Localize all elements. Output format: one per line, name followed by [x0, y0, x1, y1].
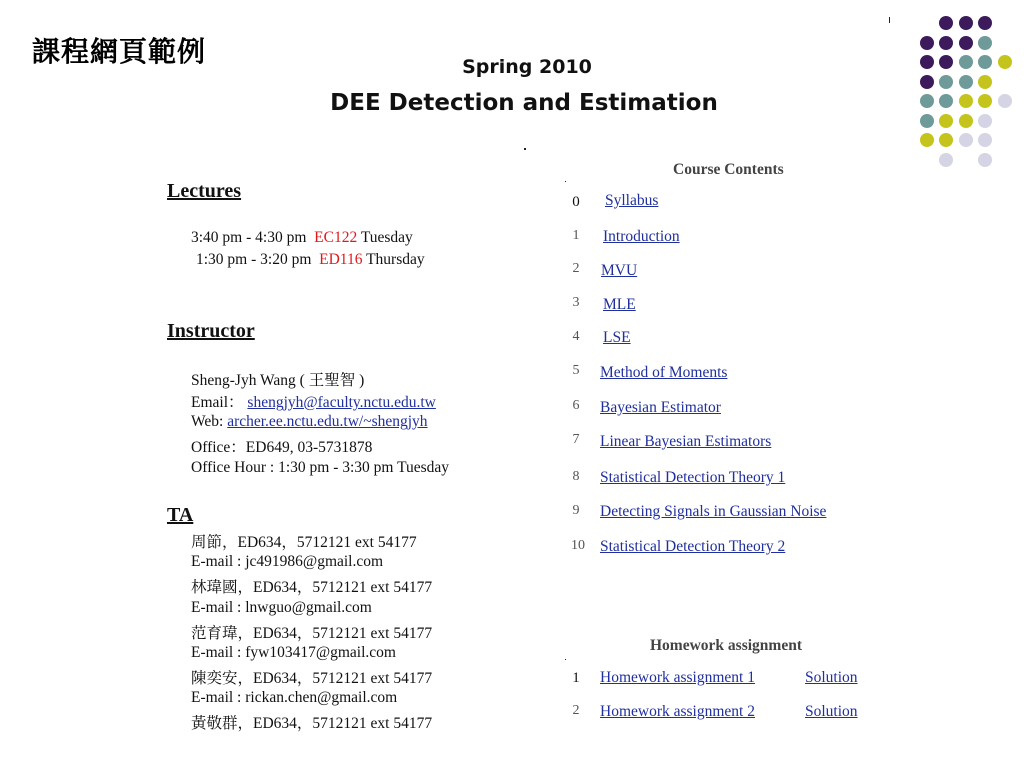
course-title: DEE Detection and Estimation — [330, 90, 718, 116]
solution-link-2[interactable]: Solution — [805, 703, 858, 720]
content-number: 3 — [572, 295, 580, 310]
content-number: 0 — [572, 194, 580, 210]
lecture-time: 1:30 pm - 3:20 pm — [196, 251, 312, 268]
content-link-mvu[interactable]: MVU — [601, 262, 638, 279]
content-number: 10 — [571, 538, 585, 553]
content-number: 5 — [572, 363, 580, 378]
semester-label: Spring 2010 — [462, 56, 592, 78]
slide-title: 課程網頁範例 — [32, 35, 207, 68]
lecture-row — [196, 251, 425, 269]
decor-dot — [939, 55, 953, 69]
decor-dot — [978, 114, 992, 128]
homework-number: 2 — [572, 703, 580, 718]
content-link-method-of-moments[interactable]: Method of Moments — [600, 364, 728, 381]
decor-dot — [920, 94, 934, 108]
instructor-office-hour: Office Hour : 1:30 pm - 3:30 pm Tuesday — [191, 459, 450, 476]
decor-dot — [978, 133, 992, 147]
ta-line: E-mail : lnwguo@gmail.com — [191, 599, 372, 616]
decor-dot-contents — [565, 181, 566, 182]
content-number: 2 — [572, 261, 580, 276]
decor-dot — [939, 94, 953, 108]
content-link-lse[interactable]: LSE — [603, 329, 631, 346]
ta-line: 陳奕安，ED634，5712121 ext 54177 — [191, 670, 433, 687]
instructor-heading: Instructor — [167, 320, 255, 342]
instructor-web-row — [191, 413, 428, 431]
decor-dot — [920, 36, 934, 50]
content-link-detecting-signals[interactable]: Detecting Signals in Gaussian Noise — [600, 503, 827, 520]
ta-line: 黃敬群，ED634，5712121 ext 54177 — [191, 715, 433, 732]
decor-dot — [939, 133, 953, 147]
decor-dot — [998, 94, 1012, 108]
decor-dot — [939, 75, 953, 89]
decor-dot — [978, 36, 992, 50]
decor-tick-top — [889, 17, 890, 23]
content-link-statistical-detection-theory-2[interactable]: Statistical Detection Theory 2 — [600, 538, 786, 555]
content-number: 9 — [572, 503, 580, 518]
content-link-introduction[interactable]: Introduction — [603, 228, 680, 245]
homework-link-1[interactable]: Homework assignment 1 — [600, 669, 755, 686]
decor-dot — [959, 36, 973, 50]
decor-dot — [959, 55, 973, 69]
decor-dot — [939, 114, 953, 128]
email-label: Email： — [191, 394, 244, 411]
ta-line: 范育瑋，ED634，5712121 ext 54177 — [191, 625, 433, 642]
decor-dot — [978, 16, 992, 30]
lecture-time: 3:40 pm - 4:30 pm — [191, 229, 307, 246]
web-label: Web: — [191, 413, 224, 430]
content-number: 4 — [572, 329, 580, 344]
content-number: 8 — [572, 469, 580, 484]
decor-dot — [959, 16, 973, 30]
ta-heading: TA — [167, 504, 194, 526]
decor-dot-center — [524, 148, 526, 150]
lecture-room: EC122 — [314, 229, 358, 246]
decor-dot — [920, 75, 934, 89]
lecture-row — [191, 229, 413, 247]
decor-dot — [998, 55, 1012, 69]
lecture-room: ED116 — [319, 251, 363, 268]
content-link-linear-bayesian-estimators[interactable]: Linear Bayesian Estimators — [600, 433, 772, 450]
decor-dot — [939, 153, 953, 167]
decor-dot-homework — [565, 659, 566, 660]
content-link-mle[interactable]: MLE — [603, 296, 636, 313]
instructor-email-link[interactable]: shengjyh@faculty.nctu.edu.tw — [247, 394, 436, 411]
content-link-statistical-detection-theory-1[interactable]: Statistical Detection Theory 1 — [600, 469, 786, 486]
decor-dot — [920, 114, 934, 128]
decor-dot — [959, 114, 973, 128]
solution-link-1[interactable]: Solution — [805, 669, 858, 686]
content-number: 6 — [572, 398, 580, 413]
decor-dot — [939, 16, 953, 30]
homework-heading: Homework assignment — [650, 637, 802, 654]
decor-dot — [978, 94, 992, 108]
instructor-email-row — [191, 390, 436, 412]
ta-line: 林瑋國，ED634，5712121 ext 54177 — [191, 579, 433, 596]
ta-line: 周節，ED634，5712121 ext 54177 — [191, 534, 417, 551]
decor-dot — [959, 75, 973, 89]
course-contents-heading: Course Contents — [673, 161, 784, 178]
ta-line: E-mail : rickan.chen@gmail.com — [191, 689, 398, 706]
lecture-day: Tuesday — [360, 229, 413, 246]
content-link-syllabus[interactable]: Syllabus — [605, 192, 659, 209]
lectures-heading: Lectures — [167, 180, 242, 202]
decor-dot — [978, 55, 992, 69]
decor-dot — [959, 94, 973, 108]
decor-dot — [978, 153, 992, 167]
decor-dot — [978, 75, 992, 89]
decor-dot — [920, 133, 934, 147]
content-number: 1 — [572, 228, 580, 243]
ta-line: E-mail : fyw103417@gmail.com — [191, 644, 396, 661]
homework-number: 1 — [572, 670, 580, 686]
decor-dot — [920, 55, 934, 69]
content-link-bayesian-estimator[interactable]: Bayesian Estimator — [600, 399, 721, 416]
homework-link-2[interactable]: Homework assignment 2 — [600, 703, 755, 720]
decor-dot — [939, 36, 953, 50]
instructor-name: Sheng-Jyh Wang ( 王聖智 ) — [191, 372, 365, 389]
instructor-office: Office：ED649, 03-5731878 — [191, 439, 373, 456]
instructor-web-link[interactable]: archer.ee.nctu.edu.tw/~shengjyh — [227, 413, 428, 430]
lecture-day: Thursday — [366, 251, 425, 268]
decor-dot — [959, 133, 973, 147]
content-number: 7 — [572, 432, 580, 447]
ta-line: E-mail : jc491986@gmail.com — [191, 553, 384, 570]
